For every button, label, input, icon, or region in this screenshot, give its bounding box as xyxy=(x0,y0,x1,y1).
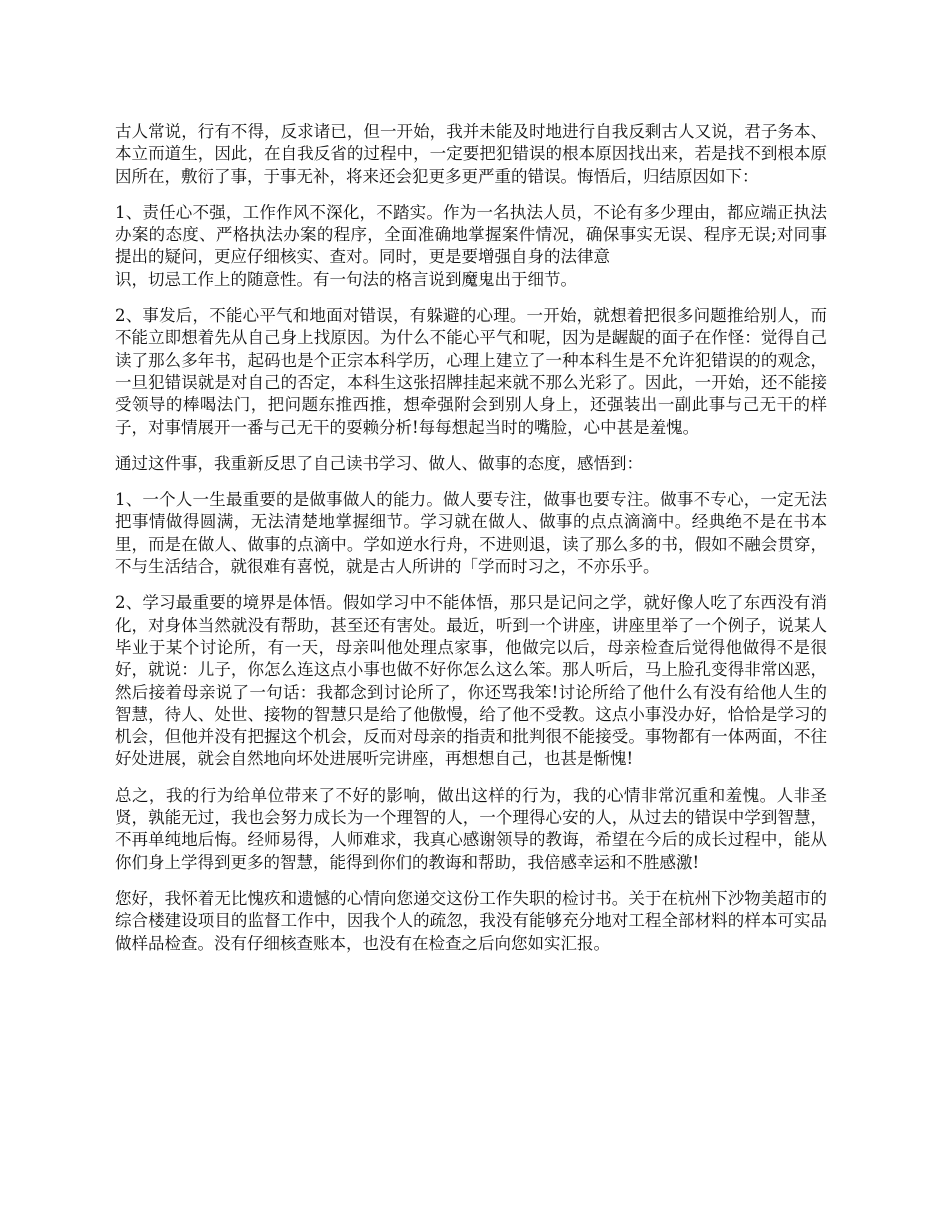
paragraph-intro: 古人常说，行有不得，反求诸已，但一开始，我并未能及时地进行自我反剩古人又说，君子务本、本立而道生，因此，在自我反省的过程中，一定要把犯错误的根本原因找出来，若是找不到根本原因所在，敷衍了事，于事无补，将来还会犯更多更严重的错误。悔悟后，归结原因如下： xyxy=(115,122,827,186)
paragraph-reflection: 通过这件事，我重新反思了自己读书学习、做人、做事的态度，感悟到： xyxy=(115,453,643,473)
document-body xyxy=(115,121,827,969)
paragraph-letter-opening: 您好，我怀着无比愧疚和遗憾的心情向您递交这份工作失职的检讨书。关于在杭州下沙物美超市的综合楼建设项目的监督工作中，因我个人的疏忽，我没有能够充分地对工程全部材料的样本可实品做样品检查。没有仔细核查账本，也没有在检查之后向您如实汇报。 xyxy=(115,888,827,953)
paragraph-conclusion: 总之，我的行为给单位带来了不好的影响，做出这样的行为，我的心情非常沉重和羞愧。人非圣贤，孰能无过，我也会努力成长为一个理智的人，一个理得心安的人，从过去的错误中学到智慧，不再单纯地后悔。经师易得，人师难求，我真心感谢领导的教诲，希望在今后的成长过程中，能从你们身上学得到更多的智慧，能得到你们的教诲和帮助，我倍感幸运和不胜感激! xyxy=(115,785,827,872)
paragraph-reason-2: 2、事发后，不能心平气和地面对错误，有躲避的心理。一开始，就想着把很多问题推给别人，而不能立即想着先从自己身上找原因。为什么不能心平气和呢，因为是龌龊的面子在作怪：觉得自己读了那么多年书，起码也是个正宗本科学历，心理上建立了一种本科生是不允许犯错误的的观念，一旦犯错误就是对自己的否定，本科生这张招牌挂起来就不那么光彩了。因此，一开始，还不能接受领导的棒喝法门，把问题东推西推，想牵强附会到别人身上，还强装出一副此事与己无干的样子，对事情展开一番与己无干的耍赖分析!每每想起当时的嘴脸，心中甚是羞愧。 xyxy=(115,306,827,437)
paragraph-insight-2: 2、学习最重要的境界是体悟。假如学习中不能体悟，那只是记问之学，就好像人吃了东西没有消化，对身体当然就没有帮助，甚至还有害处。最近，听到一个讲座，讲座里举了一个例子，说某人毕业于某个讨论所，有一天，母亲叫他处理点家事，他做完以后，母亲检查后觉得他做得不是很好，就说：儿子，你怎么连这点小事也做不好你怎么这么笨。那人听后，马上脸孔变得非常凶恶，然后接着母亲说了一句话：我都念到讨论所了，你还骂我笨!讨论所给了他什么有没有给他人生的智慧，待人、处世、接物的智慧只是给了他傲慢，给了他不受教。这点小事没办好，恰恰是学习的机会，但他并没有把握这个机会，反而对母亲的指责和批判很不能接受。事物都有一体两面，不往好处进展，就会自然地向坏处进展听完讲座，再想想自己，也甚是惭愧! xyxy=(115,593,827,769)
paragraph-insight-1: 1、一个人一生最重要的是做事做人的能力。做人要专注，做事也要专注。做事不专心，一定无法把事情做得圆满，无法清楚地掌握细节。学习就在做人、做事的点点滴滴中。经典绝不是在书本里，而是在做人、做事的点滴中。学如逆水行舟，不进则退，读了那么多的书，假如不融会贯穿，不与生活结合，就很难有喜悦，就是古人所讲的「学而时习之，不亦乐乎。 xyxy=(115,490,827,577)
paragraph-reason-1: 1、责任心不强，工作作风不深化，不踏实。作为一名执法人员，不论有多少理由，都应端正执法办案的态度、严格执法办案的程序，全面准确地掌握案件情况，确保事实无误、程序无误;对同事提出的疑问，更应仔细核实、查对。同时，更是要增强自身的法律意 识，切忌工作上的随意性。有一句法的格言说到魔鬼出于细节。 xyxy=(115,202,827,289)
